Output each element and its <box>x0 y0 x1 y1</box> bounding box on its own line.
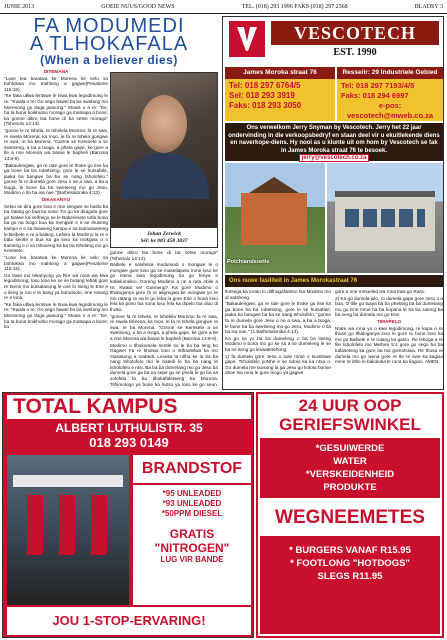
paragraph: gonne ditiro tsa bone di ba setse morago" (Tshenolo 14:13). <box>110 250 218 261</box>
vescotech-email[interactable]: vescotech@mweb.co.za <box>346 111 434 120</box>
vescotech-photo-house <box>225 163 325 273</box>
store-item: *GESUIWERDE <box>315 443 385 454</box>
article-title-line2: A TLHOKAFALA <box>29 33 189 55</box>
vescotech-photo-building <box>327 163 443 273</box>
convenience-store-advert <box>256 392 444 638</box>
paragraph: "gonne le re tshela, re tshelela Morena; fa re swa, re swela Morena; ka moo, le fa re tshela gongwe re swa, re ba Morena. "Gonne se Keresete a se swetseng, a ba a tsoga, a phela gape, ke gore a tle a nne Morena wa baswi le bapheli (Baroma 14:8-9). <box>4 127 108 161</box>
paragraph: gore a nne mmueled wa rona kwa go Rara. <box>335 289 425 294</box>
vescotech-advert <box>222 16 444 390</box>
vescotech-tel-2: Tel: 018 297 7193/4/5 <box>341 81 415 90</box>
store-item: PRODUKTE <box>323 482 377 493</box>
article-column-1 <box>4 68 108 388</box>
header-contact: TEL. (018) 293 1996 FAKS (018) 297 2368 <box>241 3 348 10</box>
vescotech-fax-2: Faks: 018 294 6997 <box>341 91 409 100</box>
total-tyre-air: LUG VIR BANDE <box>160 555 224 564</box>
station-canopy <box>13 475 123 487</box>
vescotech-message-text: Ons verwelkom Jerry Snyman by Vescotech. Jerry het 22 jaar ondervinding in die verkoopsbedryf en staan deel vir u ekuitlekende diens en naverkope-diens. Hy nooi as u klunte uit om hom by Vescotech se tak in James Moroka straat 76 te besoek. <box>228 125 440 154</box>
total-offer: *95 UNLEADED <box>162 489 222 498</box>
store-heading-line2: GERIEFSWINKEL <box>279 415 421 434</box>
page-header <box>0 0 447 14</box>
paragraph: Baibele e solofetsa modumedi o mongwe le o mongwe gore loso ga se masetlapelo mme loso ke go tsena kwa legodimong ka go fenya e kabelumeleo. Goreng Modimo a ne a rata ebile a re: Kwala se! Gonneng? Ka gore Modimo o tlhaloganya gore fa re ailgregwa ke mongwe yo re mo ratang re na le go leba la gore Ene o bona loso fela ka pono tsa sona loso fela ka dipelo tsa diuo di thoko. <box>110 262 218 312</box>
paragraph: Modimo o tlhokomela sentle so le ba ba leng bo Gagwe! Fa re kholwa loso o ntlhaolelwa ka mo masakong a mabedi: Leseka la ntlha ke la ba ba nang tsholofelo mo le batedi le ba ba nang le tsholofelo e ntsi. Ba ba ba dumelang mo go Jesu ba dumela gore ga ba na sepe go se phela le go ba sa solofala fa ba ithokafaletseng ka Morena. Tshimologo ya bone ka hutso ya loso ke go seun, <box>110 342 218 387</box>
store-offer: * BURGERS VANAF R15.95 <box>289 545 411 556</box>
store-takeaways-heading: WEGNEEMETES <box>275 507 425 528</box>
paragraph: 1) fa dumela gore Jesu o sule mme o tsositswe gape. Tsholofelo yoNhe e se ndolo ka ka ntsa o. Go dumela me tsosong la ga Jesu go kolota bonne ditoe tsa rona le gore tsogo ya gagwe <box>225 353 331 376</box>
paragraph: Ka go sa yo ba ba dumeleng o ba ba itseng Modimo e bona mo go ke sa a se dumeleng le se ba ne iteng go leswatetehong: <box>225 335 331 352</box>
vescotech-tel-1: Tel: 018 297 6764/5 <box>229 81 301 90</box>
store-item: WATER <box>333 456 367 467</box>
section-heading-dikakanyo: DIKAKANYO <box>41 197 71 203</box>
vescotech-logo-icon <box>229 21 265 57</box>
paragraph: Ntate wa rona yo o kwa legodimong, re kopa o re thuse go tlhaloganya loso le gore re bone loso ka mo go Beibele e re rutang ka gaGo. Re leboga a re file tsholofelo mo Methen 5:4 gore go sego ba ba tutlasetsng ka gore ba tsa gomotsiwa. Re thusa re dumela mo go wena gore re tle re swe ka kagiso mme re itlhe le bakoloka le rona ka kagiso. AMEN. <box>335 325 443 365</box>
author-photo <box>110 72 218 228</box>
store-heading-line1: 24 UUR OOP <box>298 396 402 415</box>
header-page-number: BLADSY 3 <box>414 3 443 10</box>
paragraph: "Lose lea baratwa ke Morena ke selo sa bohlokwa mo mahlong a gagwe(Pesalome 116:15). <box>4 255 108 272</box>
header-paper-name: GOEIE NUUS/GOOD NEWS <box>101 3 175 10</box>
paragraph: Go tswa mo lekanyong ya Rre wa rona wa kwa legodimong, loso lone ke se se butang lebati gore re tsene mo botsalanong le one lo iseng le Ene e o ileng ju roo e le bang ya bohutsoto, ene ntsang re e lona. <box>4 272 108 301</box>
fuel-pump-icon <box>27 495 43 555</box>
vescotech-address-1: James Moroka straat 76 <box>225 67 335 79</box>
total-offer: *50PPM DIESEL <box>161 509 223 518</box>
total-nitrogen: "NITROGEN" <box>154 541 230 555</box>
total-address: ALBERT LUTHULISTR. 35 <box>55 421 203 435</box>
total-station-photo <box>7 455 129 605</box>
article-column-2 <box>110 250 218 388</box>
total-heading: TOTAL KAMPUS <box>7 395 251 419</box>
vescotech-brand: VESCOTECH <box>271 21 439 45</box>
photo-face <box>141 95 187 153</box>
paragraph: "Lose lea baratwa ke Morena ke selo sa bohlokwa mo mahlong a gagwe(Pesalome 116:15). <box>4 75 108 92</box>
total-slogan: JOU 1-STOP-ERVARING! <box>7 607 251 635</box>
paragraph: Setso se dira gore loso e nne sengwe se baitlo ba ba ratang go bua ka sone. Fa go ka diragala gore go tsalwe ka selfnego se le Bakeresete totla bona ba go na tsogo bua ka mengwe e e se thuseng kampo e e sa itsaweng kampo e sa tsamaisaneng le Beibele e re a balang. Lefoko la Modimo la re e bala sentle e bua ka ga loso ka mokgwa o o tlameng o o sa tshoseng ka ba ba tshelang mo go Keresete. <box>4 203 108 254</box>
store-items <box>260 438 440 498</box>
total-fuel-heading: BRANDSTOF <box>133 455 251 483</box>
paragraph: "Ke faka utlwa lentswe le tswa kwa legodimong le re: "Kwala o re: Go sego bawel ba ba swelang mo Morenong go tloga jaanong." Mowa o a re: "Ee, ba ta bona boikhutso morago ga matsapa a bone; ka <box>4 301 108 330</box>
article-subtitle: (When a believer dies) <box>40 53 178 67</box>
vescotech-photo-label: Potchlandsuetie <box>227 259 270 265</box>
total-fuel-offers <box>133 485 251 605</box>
vescotech-message <box>225 123 443 161</box>
vescotech-photo-caption: Ons nuwe fasiliteit in James Morokastraat 76 <box>225 275 443 287</box>
vescotech-contact-1 <box>225 79 335 121</box>
vescotech-contact-2 <box>337 79 443 121</box>
fuel-pump-icon <box>59 495 75 555</box>
store-offer: * FOOTLONG "HOTDOGS" <box>290 558 410 569</box>
vescotech-email-label: e-pos: <box>378 101 402 110</box>
total-offer: *93 UNLEADED <box>162 499 222 508</box>
article-column-3-and-4 <box>225 289 443 389</box>
vescotech-cell-1: Sel: 018 293 3919 <box>229 91 295 100</box>
store-offer: SLEGS R11.95 <box>317 571 383 582</box>
paragraph: tlotsega ka lorato lo ditlhogafalotso tsa Modimo mo di satsheng. <box>225 289 331 300</box>
fuel-pump-icon <box>91 495 107 555</box>
section-heading-ditemana: DITEMANA <box>43 69 69 74</box>
total-kampus-advert <box>2 392 254 638</box>
house-wall <box>241 193 307 245</box>
vescotech-fax-1: Faks: 018 293 3050 <box>229 101 302 110</box>
total-telephone: 018 293 0149 <box>89 435 169 450</box>
paragraph: 2) Ka go dumela jalo, ro dumela gape gore Jesu o a boa. O tlile go tsaya ba ba phelang ba ba dumelang mo go Ene mme ba ba kopana le ba ba suleng ba ba neng ba dumela mo go Ene. <box>335 295 443 318</box>
paragraph: "Bakaulengwe, ga re rate gore le thoke go itse ka ga bone ba ba robetseng, gore le se hutsafale, jaaka ba bangwe ba ba se nang tsholofelo; “gonne fa re dumela gore Jesu o ne a swa, a ba a tsoga, le bone ba ba swetseng mo go Jesu, Modimo o tla ba isa nae." (1 Bathesalonika 4:13). <box>225 301 331 335</box>
photo-caption <box>110 228 218 248</box>
vescotech-logo-area <box>223 17 444 67</box>
building-shape <box>335 191 435 251</box>
section-heading-timapelo: TIMAPELO <box>376 318 402 324</box>
photo-caption-name: Johan Zerwick <box>146 231 182 237</box>
store-item: *VERSKEIDENHEID <box>305 469 395 480</box>
article-column-3 <box>225 289 331 389</box>
vescotech-address-2: Resseiir: 29 Industriele Gebied <box>337 67 443 79</box>
vescotech-established: EST. 1990 <box>333 47 377 58</box>
store-takeaway-offers <box>260 536 440 634</box>
paragraph: "Ke faka utlwa lentswe le tswa kwa legodimong le re: "Kwala o re: Go sego bawel ba ba swelang mo Morenong go tloga jaanong." Mowa o a re: "Ee, ba ta bona boikhutso morago ga matsapa a bone; ka gonne ditiro tsa bone di ba setse morago"(Tshenolo 14:13). <box>4 93 108 127</box>
total-gratis: GRATIS <box>169 527 215 541</box>
paragraph: "Bakaulengwe, ga re rate gore le thoke go itse ka ga bone ba ba robetseng, gore le se hutsafale, jaaka ba bangwe ba ba se nang tsholofelo." gonne fa re dumela gore Jesu o ne a swa, a ba a tsoga, le bone ba ba swetseng mo go Jesu, Modimo o tla ba isa nae."(Bathesalonika 4:13) <box>4 162 108 196</box>
photo-caption-tel: Sêl: ke 083 458 3837 <box>140 238 188 244</box>
paragraph: "gonne fa re tshela, re tshelela Morena; fa re swa, re swela Morena; ka moo, le fa re tshela gongwe re swa, re ba Morena. "Gonne se Keresete a se swetseng, a ba a tsoga, a phela gape, ke gore a tle a nne Morena wa baswi le bapheli (Baroma 14:8-9). <box>110 313 218 341</box>
article-title-line1: FA MODUMEDI <box>33 15 185 37</box>
vescotech-message-email[interactable]: jerry@vescotech.co.za <box>299 154 370 162</box>
store-heading <box>260 396 440 436</box>
article-column-4 <box>335 289 443 389</box>
header-date: JUNIE 2013 <box>4 3 35 10</box>
photo-body <box>121 153 209 199</box>
